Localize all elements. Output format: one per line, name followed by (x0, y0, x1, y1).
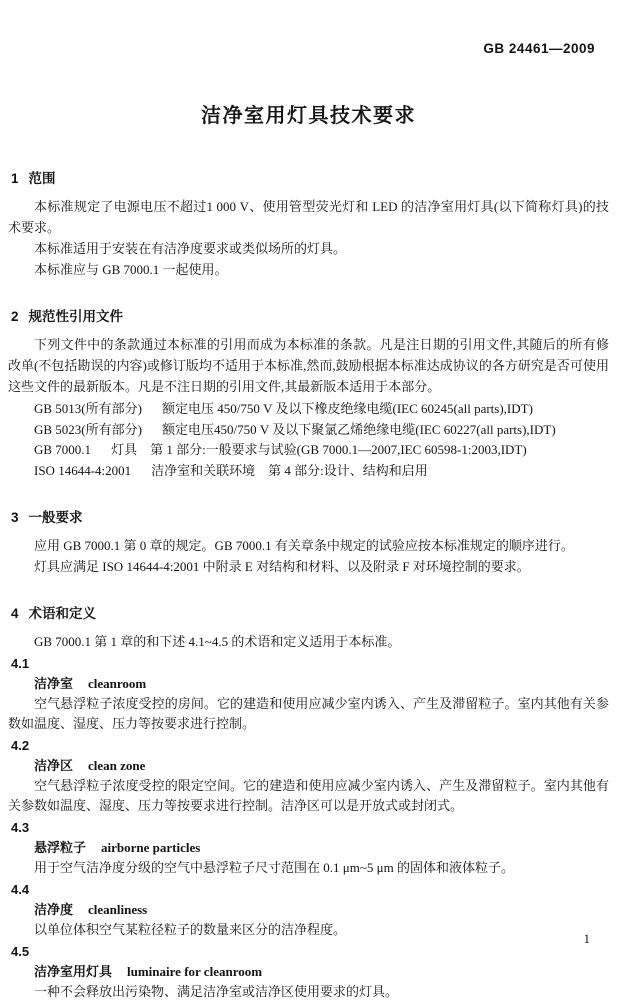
definition-body: 一种不会释放出污染物、满足洁净室或洁净区使用要求的灯具。 (34, 984, 399, 999)
term-line (8, 756, 609, 776)
normative-references-list (8, 399, 609, 481)
paragraph-references-intro: 下列文件中的条款通过本标准的引用而成为本标准的条款。凡是注日期的引用文件,其随后的所有修改单(不包括勘误的内容)或修订版均不适用于本标准,然而,鼓励根据本标准达成协议的各方研究是否可使用这些文件的最新版本。凡是不注日期的引用文件,其最新版本适用于本部分。 (8, 337, 609, 394)
term-english: clean zone (88, 758, 146, 773)
term-line (8, 900, 609, 920)
definition-luminaire-for-cleanroom (8, 942, 609, 1002)
definition-clean-zone (8, 736, 609, 816)
section-title: 规范性引用文件 (28, 309, 124, 324)
reference-code: ISO 14644-4:2001 (34, 462, 132, 478)
term-chinese: 洁净区 (34, 758, 74, 773)
term-english: airborne particles (101, 840, 201, 855)
term-line (8, 838, 609, 858)
term-english: luminaire for cleanroom (127, 964, 263, 979)
section-heading-scope (11, 170, 609, 188)
clause-number: 4.1 (11, 656, 30, 671)
doc-number: GB 24461—2009 (483, 41, 595, 56)
term-line (8, 962, 609, 982)
clause-number: 4.2 (11, 738, 30, 753)
definition-body: 以单位体积空气某粒径粒子的数量来区分的洁净程度。 (34, 922, 347, 937)
section-number: 1 (11, 171, 19, 186)
term-english: cleanroom (88, 676, 147, 691)
section-heading-normative-references (11, 308, 609, 326)
clause-number: 4.4 (11, 882, 30, 897)
definition-body: 空气悬浮粒子浓度受控的限定空间。它的建造和使用应减少室内诱入、产生及滞留粒子。室内其他有关参数如温度、湿度、压力等按要求进行控制。洁净区可以是开放式或封闭式。 (8, 778, 609, 813)
term-chinese: 洁净室 (34, 676, 74, 691)
reference-title: 额定电压450/750 V 及以下聚氯乙烯绝缘电缆(IEC 60227(all parts),IDT) (161, 421, 556, 437)
reference-title: 灯具 第 1 部分:一般要求与试验(GB 7000.1—2007,IEC 60598-1:2003,IDT) (111, 442, 527, 457)
reference-item (8, 461, 609, 482)
definition-cleanroom (8, 654, 609, 734)
reference-item (8, 420, 609, 441)
clause-number: 4.3 (11, 820, 30, 835)
term-chinese: 洁净度 (34, 902, 74, 917)
reference-code: GB 5023(所有部分) (34, 421, 142, 437)
definitions-list (8, 654, 609, 1002)
term-chinese: 洁净室用灯具 (34, 964, 113, 979)
term-line (8, 674, 609, 694)
paragraph-general-2: 灯具应满足 ISO 14644-4:2001 中附录 E 对结构和材料、以及附录 F 对环境控制的要求。 (34, 559, 530, 574)
paragraph-scope-1: 本标准规定了电源电压不超过1 000 V、使用管型荧光灯和 LED 的洁净室用灯具(以下简称灯具)的技术要求。 (8, 199, 609, 235)
reference-code: GB 7000.1 (34, 442, 92, 457)
document-body (8, 162, 609, 1002)
section-title: 范围 (28, 171, 56, 186)
definition-body: 用于空气洁净度分级的空气中悬浮粒子尺寸范围在 0.1 μm~5 μm 的固体和液体粒子。 (34, 860, 514, 875)
paragraph-scope-3: 本标准应与 GB 7000.1 一起使用。 (34, 262, 228, 277)
term-chinese: 悬浮粒子 (34, 840, 87, 855)
reference-title: 洁净室和关联环境 第 4 部分:设计、结构和启用 (151, 462, 428, 478)
document-title: 洁净室用灯具技术要求 (201, 105, 416, 127)
paragraph-terms-intro: GB 7000.1 第 1 章的和下述 4.1~4.5 的术语和定义适用于本标准。 (34, 634, 401, 649)
section-heading-terms-definitions (11, 605, 609, 623)
section-number: 4 (11, 606, 19, 621)
paragraph-general-1: 应用 GB 7000.1 第 0 章的规定。GB 7000.1 有关章条中规定的试验应按本标准规定的顺序进行。 (34, 538, 574, 553)
section-number: 2 (11, 309, 19, 324)
definition-cleanliness (8, 880, 609, 940)
section-heading-general-requirements (11, 509, 609, 527)
reference-code: GB 5013(所有部分) (34, 401, 142, 416)
clause-number: 4.5 (11, 944, 30, 959)
definition-body: 空气悬浮粒子浓度受控的房间。它的建造和使用应减少室内诱入、产生及滞留粒子。室内其他有关参数如温度、湿度、压力等按要求进行控制。 (8, 696, 609, 731)
section-title: 术语和定义 (28, 606, 97, 621)
definition-airborne-particles (8, 818, 609, 878)
paragraph-scope-2: 本标准适用于安装在有洁净度要求或类似场所的灯具。 (34, 241, 347, 256)
page-number: 1 (583, 931, 590, 946)
reference-title: 额定电压 450/750 V 及以下橡皮绝缘电缆(IEC 60245(all parts),IDT) (161, 401, 533, 416)
reference-item (8, 440, 609, 461)
section-title: 一般要求 (28, 510, 83, 525)
section-number: 3 (11, 510, 19, 525)
term-english: cleanliness (88, 902, 148, 917)
reference-item (8, 399, 609, 420)
